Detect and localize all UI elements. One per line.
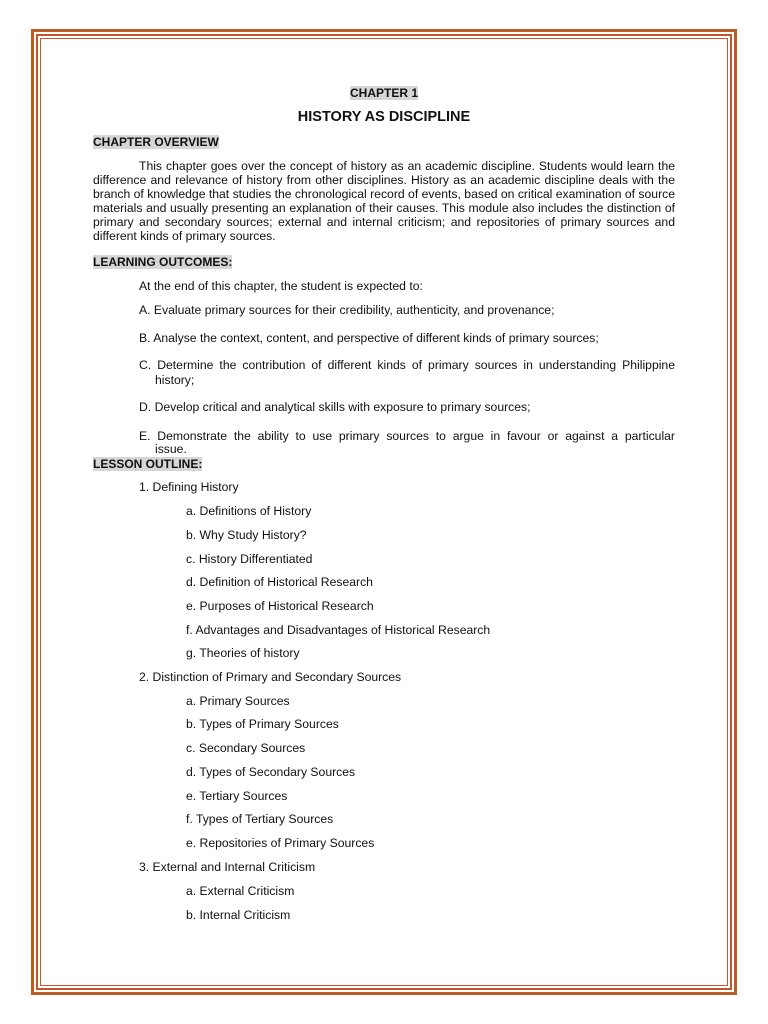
outline-item-1b: b. Why Study History? bbox=[186, 528, 307, 542]
outcomes-intro: At the end of this chapter, the student is expected to: bbox=[139, 279, 423, 293]
outline-item-2b: b. Types of Primary Sources bbox=[186, 717, 339, 731]
outcome-item-b: B. Analyse the context, content, and perspective of different kinds of primary sources; bbox=[139, 331, 599, 345]
document-body bbox=[93, 86, 675, 269]
outline-item-3b: b. Internal Criticism bbox=[186, 908, 291, 922]
outline-item-1a: a. Definitions of History bbox=[186, 504, 312, 518]
chapter-label: CHAPTER 1 bbox=[349, 86, 418, 100]
outline-item-1e: e. Purposes of Historical Research bbox=[186, 599, 374, 613]
outline-item-1d: d. Definition of Historical Research bbox=[186, 575, 373, 589]
outline-heading-wrap bbox=[93, 457, 202, 471]
chapter-label-wrap bbox=[93, 86, 675, 100]
outline-item-2g: e. Repositories of Primary Sources bbox=[186, 836, 375, 850]
outline-heading: LESSON OUTLINE: bbox=[93, 457, 203, 471]
outcome-item-e: E. Demonstrate the ability to use primary sources to argue in favour or against a particular bbox=[139, 429, 675, 443]
overview-heading: CHAPTER OVERVIEW bbox=[93, 135, 219, 149]
outcome-item-c: C. Determine the contribution of different kinds of primary sources in understanding Philippine bbox=[139, 358, 675, 372]
outline-item-1f: f. Advantages and Disadvantages of Historical Research bbox=[186, 623, 491, 637]
outline-item-2a: a. Primary Sources bbox=[186, 694, 290, 708]
outcomes-heading: LEARNING OUTCOMES: bbox=[93, 255, 233, 269]
outcomes-section bbox=[93, 255, 675, 269]
document-title: HISTORY AS DISCIPLINE bbox=[297, 109, 471, 125]
outline-item-2e: e. Tertiary Sources bbox=[186, 789, 288, 803]
outline-item-1g: g. Theories of history bbox=[186, 646, 300, 660]
outcome-item-e-cont: issue. bbox=[155, 442, 187, 456]
outline-item-3: 3. External and Internal Criticism bbox=[139, 860, 316, 874]
outcome-item-a: A. Evaluate primary sources for their credibility, authenticity, and provenance; bbox=[139, 303, 555, 317]
outline-item-2d: d. Types of Secondary Sources bbox=[186, 765, 356, 779]
outline-item-1: 1. Defining History bbox=[139, 480, 239, 494]
outline-item-2: 2. Distinction of Primary and Secondary Sources bbox=[139, 670, 402, 684]
overview-paragraph: This chapter goes over the concept of history as an academic discipline. Students would learn the difference and relevance of history from other disciplines. History as an academic discipline deals with the branch of knowledge that studies the chronological record of events, based on critical examination of source materials and usually presenting an explanation of their causes. This module also includes the distinction of primary and secondary sources; external and internal criticism; and repositories of primary sources and different kinds of primary sources. bbox=[93, 159, 675, 243]
outline-item-3a: a. External Criticism bbox=[186, 884, 295, 898]
outline-item-2c: c. Secondary Sources bbox=[186, 741, 306, 755]
outcome-item-c-cont: history; bbox=[155, 373, 195, 387]
outline-item-2f: f. Types of Tertiary Sources bbox=[186, 812, 334, 826]
overview-section bbox=[93, 135, 675, 243]
outcome-item-d: D. Develop critical and analytical skills with exposure to primary sources; bbox=[139, 400, 531, 414]
outline-item-1c: c. History Differentiated bbox=[186, 552, 313, 566]
